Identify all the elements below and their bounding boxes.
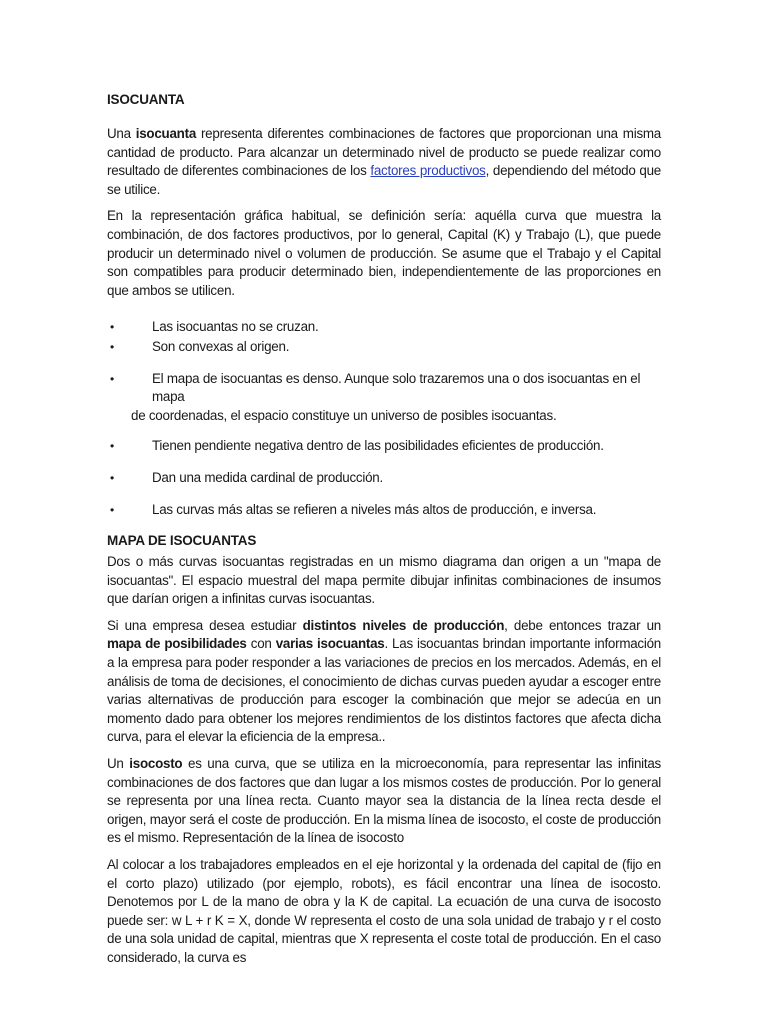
list-item: • Las isocuantas no se cruzan. [107, 318, 661, 337]
bullet-icon: • [110, 470, 114, 485]
bullet-icon: • [110, 320, 114, 335]
bullet-icon: • [110, 502, 114, 517]
list-item: • Tienen pendiente negativa dentro de las posibilidades eficientes de producción. [107, 437, 661, 456]
list-item: • El mapa de isocuantas es denso. Aunque solo trazaremos una o dos isocuantas en el mapa de coordenadas, el espacio constituye un universo de posibles isocuantas. [110, 370, 641, 423]
text-run: , dependiendo del método que se utilice. [107, 163, 661, 197]
paragraph-linea-isocosto: Al colocar a los trabajadores empleados en el eje horizontal y la ordenada del capital de (fijo en el corto plazo) utilizado (por ejemplo, robots), es fácil encontrar una línea de isocosto. Denotemos por L de la mano de obra y la K de capital. La ecuación de una curva de isocosto puede ser: w L + r K = X, donde W representa el costo de una sola unidad de trabajo y r el costo de una sola unidad de capital, mientras que X representa el coste total de producción. En el caso considerado, la curva es [107, 857, 661, 965]
text-run: Una [107, 126, 136, 141]
paragraph-isocosto-definition: Un isocosto es una curva, que se utiliza en la microeconomía, para representar las infinitas combinaciones de dos factores que dan lugar a los mismos costes de producción. Por lo general se representa por una línea recta. Cuanto mayor sea la distancia de la línea recta desde el origen, mayor será el coste de producción. En la misma línea de isocosto, el coste de producción es el mismo. Representación de la línea de isocosto [107, 756, 661, 846]
bold-term: distintos niveles de producción [302, 617, 505, 633]
paragraph-isocuanta-definition [107, 125, 661, 199]
list-item: • Dan una medida cardinal de producción. [107, 469, 661, 488]
paragraph-mapa-definition: Dos o más curvas isocuantas registradas en un mismo diagrama dan origen a un "mapa de isocuantas". El espacio muestral del mapa permite dibujar infinitas combinaciones de insumos que darían origen a infinitas curvas isocuantas. [107, 554, 661, 607]
text-run: representa diferentes combinaciones de factores que proporcionan una misma cantidad de producto. Para alcanzar un determinado nivel de producto se puede realizar como resultado de diferentes combinaciones de los [107, 126, 661, 179]
document-page [107, 92, 661, 968]
bullet-icon: • [110, 439, 114, 454]
bold-term: mapa de posibilidades [107, 636, 247, 652]
bold-term: varias isocuantas [275, 636, 385, 652]
bold-term-isocosto: isocosto [129, 756, 183, 772]
properties-list [107, 318, 661, 519]
bullet-icon: • [110, 371, 114, 386]
heading-isocuanta: ISOCUANTA [107, 92, 185, 107]
bullet-icon: • [110, 339, 114, 354]
list-item: • Las curvas más altas se refieren a niveles más altos de producción, e inversa. [107, 501, 661, 520]
paragraph-representacion-grafica: En la representación gráfica habitual, se definición sería: aquélla curva que muestra la combinación, de dos factores productivos, por lo general, Capital (K) y Trabajo (L), que puede producir un determinado nivel o volumen de producción. Se asume que el Trabajo y el Capital son compatibles para producir determinado bien, independientemente de las proporciones en que ambos se utilicen. [107, 208, 661, 298]
heading-mapa-de-isocuantas: MAPA DE ISOCUANTAS [107, 533, 257, 549]
list-item: • Son convexas al origen. [107, 338, 661, 357]
link-factores-productivos[interactable]: factores productivos [370, 163, 486, 179]
bold-term-isocuanta: isocuanta [135, 126, 197, 141]
paragraph-niveles-de-produccion: Si una empresa desea estudiar distintos niveles de producción, debe entonces trazar un mapa de posibilidades con varias isocuantas. Las isocuantas brindan importante información a la empresa para poder responder a las variaciones de precios en los mercados. Además, en el análisis de toma de decisiones, el conocimiento de dichas curvas pueden ayudar a escoger entre varias alternativas de producción para escoger la combinación que mejor se adecúa en un momento dado para obtener los mejores rendimientos de los distintos factores que afecta dicha curva, para el elevar la eficiencia de la empresa.. [107, 617, 661, 745]
